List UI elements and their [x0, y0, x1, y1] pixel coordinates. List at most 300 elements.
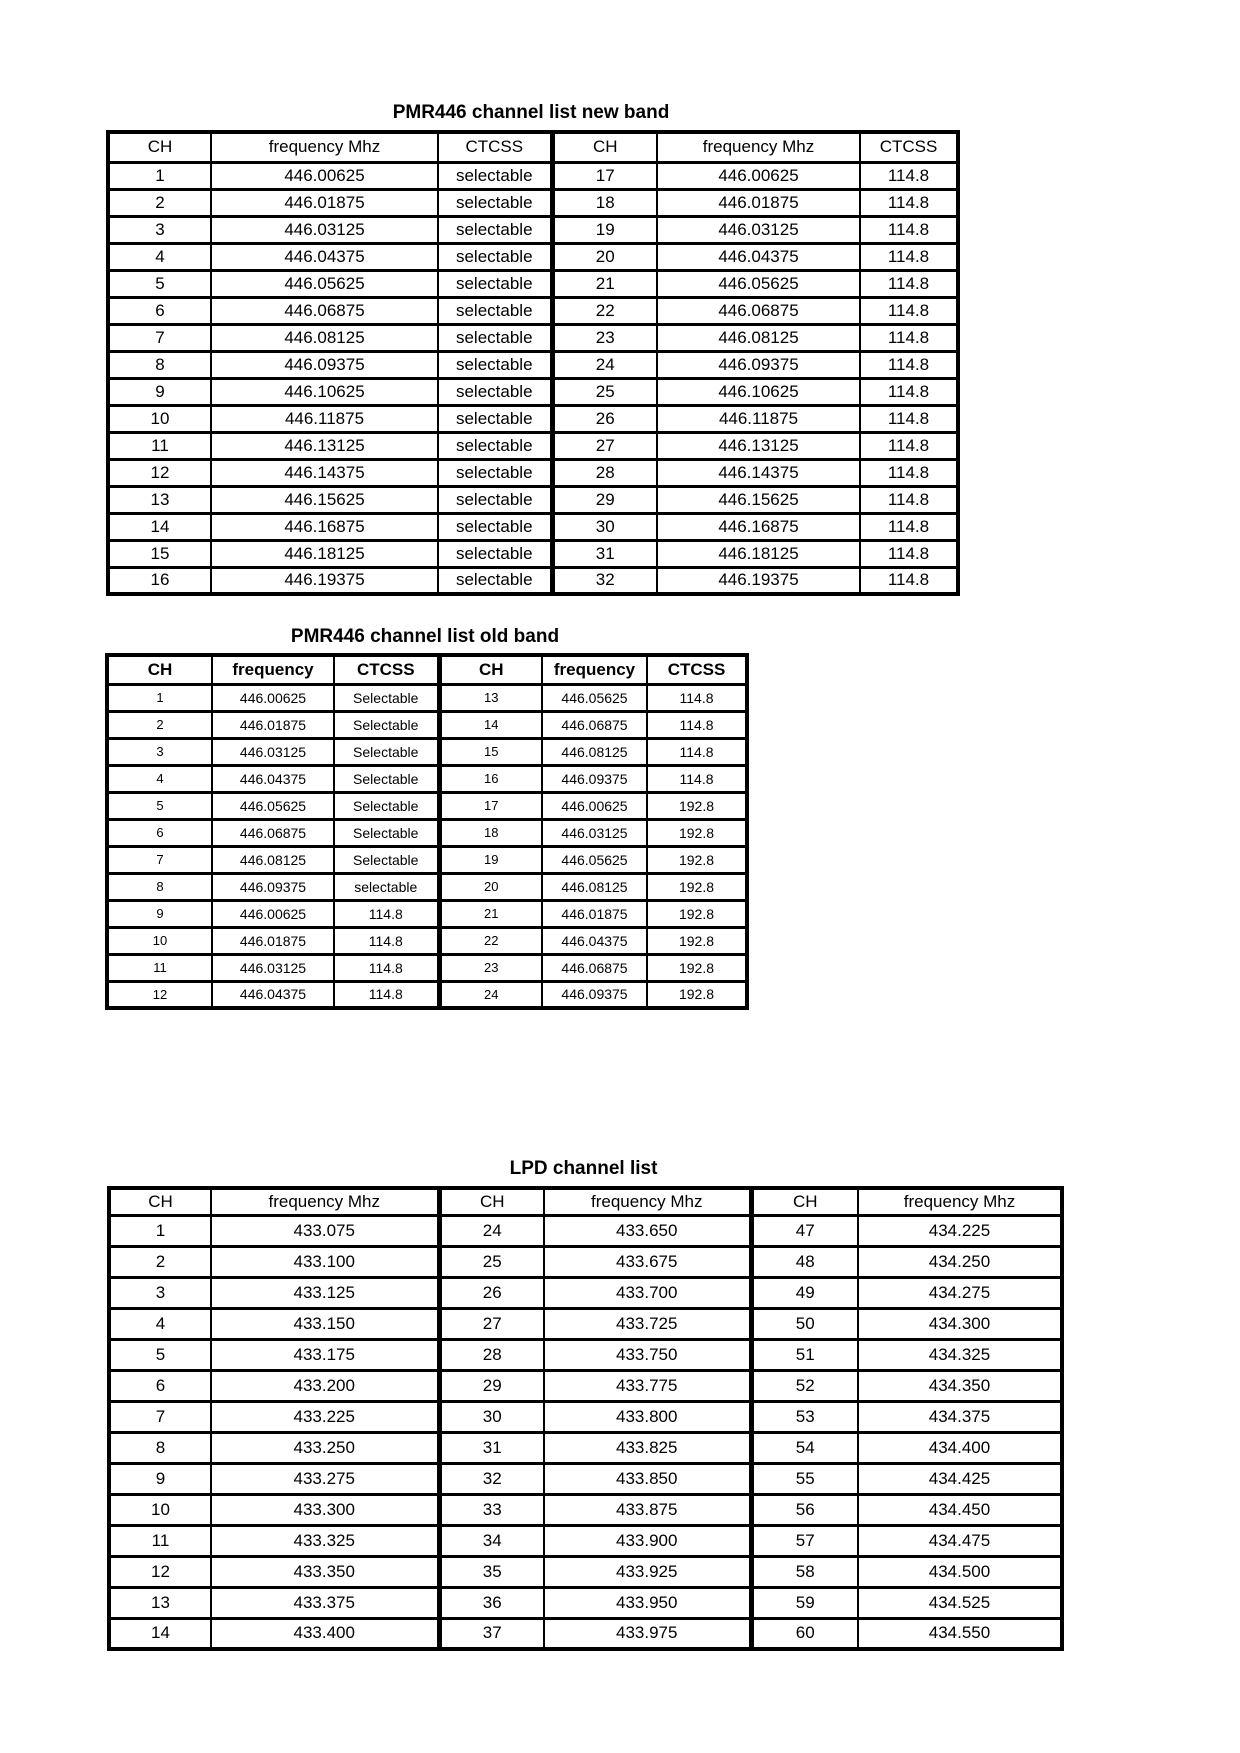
table-row — [108, 486, 958, 513]
table-cell: 446.05625 — [542, 684, 647, 711]
table-cell: 433.800 — [544, 1401, 751, 1432]
table-cell: 31 — [439, 1432, 544, 1463]
table-cell: 446.11875 — [211, 405, 438, 432]
table-cell: 48 — [751, 1246, 858, 1277]
table-cell: 7 — [108, 324, 211, 351]
table-cell: 26 — [439, 1277, 544, 1308]
table-cell: 24 — [552, 351, 657, 378]
table-cell: 114.8 — [860, 324, 958, 351]
table-cell: selectable — [438, 270, 552, 297]
table-row — [109, 1401, 1062, 1432]
table-cell: 18 — [552, 189, 657, 216]
table-cell: 433.725 — [544, 1308, 751, 1339]
table-cell: 192.8 — [647, 927, 747, 954]
table-cell: 192.8 — [647, 792, 747, 819]
table-cell: 23 — [439, 954, 542, 981]
table-cell: 24 — [439, 981, 542, 1008]
table-cell: 433.950 — [544, 1587, 751, 1618]
table-row — [109, 1246, 1062, 1277]
lpd-title: LPD channel list — [509, 1158, 658, 1179]
column-header: CTCSS — [334, 655, 439, 684]
table-cell: selectable — [438, 324, 552, 351]
table-cell: 114.8 — [860, 243, 958, 270]
table-row — [107, 792, 747, 819]
table-cell: selectable — [438, 540, 552, 567]
table-cell: 10 — [107, 927, 212, 954]
table-cell: selectable — [438, 513, 552, 540]
table-cell: 446.03125 — [211, 216, 438, 243]
column-header: CH — [107, 655, 212, 684]
table-cell: 12 — [107, 981, 212, 1008]
table-cell: 114.8 — [860, 189, 958, 216]
table-cell: 9 — [109, 1463, 211, 1494]
table-cell: 434.450 — [858, 1494, 1062, 1525]
table-cell: 446.06875 — [542, 711, 647, 738]
table-cell: 446.08125 — [657, 324, 860, 351]
table-cell: 29 — [552, 486, 657, 513]
table-cell: 14 — [439, 711, 542, 738]
table-cell: 446.04375 — [542, 927, 647, 954]
table-cell: 8 — [107, 873, 212, 900]
table-cell: 20 — [552, 243, 657, 270]
table-cell: 434.300 — [858, 1308, 1062, 1339]
table-cell: 2 — [109, 1246, 211, 1277]
table-row — [107, 927, 747, 954]
table-cell: 446.06875 — [212, 819, 334, 846]
table-cell: 434.500 — [858, 1556, 1062, 1587]
table-cell: 446.00625 — [212, 684, 334, 711]
table-cell: 446.16875 — [211, 513, 438, 540]
table-cell: selectable — [438, 297, 552, 324]
table-cell: 25 — [439, 1246, 544, 1277]
table-cell: 434.550 — [858, 1618, 1062, 1649]
table-cell: selectable — [438, 243, 552, 270]
table-cell: 37 — [439, 1618, 544, 1649]
table-cell: 114.8 — [860, 216, 958, 243]
table-cell: 446.18125 — [211, 540, 438, 567]
table-cell: 17 — [439, 792, 542, 819]
table-cell: 446.19375 — [657, 567, 860, 594]
table-cell: selectable — [438, 567, 552, 594]
table-cell: 433.875 — [544, 1494, 751, 1525]
table-cell: 433.650 — [544, 1215, 751, 1246]
table-cell: 14 — [108, 513, 211, 540]
table-cell: 13 — [108, 486, 211, 513]
table-cell: 114.8 — [334, 981, 439, 1008]
table-cell: selectable — [334, 873, 439, 900]
table-cell: selectable — [438, 405, 552, 432]
table-cell: 433.075 — [211, 1215, 439, 1246]
table-cell: 433.400 — [211, 1618, 439, 1649]
table-cell: 434.425 — [858, 1463, 1062, 1494]
table-cell: 12 — [108, 459, 211, 486]
column-header: CH — [751, 1188, 858, 1215]
table-row — [107, 981, 747, 1008]
table-cell: 446.08125 — [212, 846, 334, 873]
column-header: CH — [108, 132, 211, 162]
table-cell: 446.04375 — [657, 243, 860, 270]
pmr446-old-band-table — [105, 653, 749, 1010]
table-cell: 446.01875 — [211, 189, 438, 216]
table-cell: selectable — [438, 378, 552, 405]
table-cell: 433.100 — [211, 1246, 439, 1277]
pmr446-old-band-title: PMR446 channel list old band — [290, 626, 560, 647]
table-cell: 57 — [751, 1525, 858, 1556]
header-row — [107, 655, 747, 684]
table-cell: 192.8 — [647, 981, 747, 1008]
table-cell: 34 — [439, 1525, 544, 1556]
table-cell: 5 — [108, 270, 211, 297]
table-cell: 59 — [751, 1587, 858, 1618]
column-header: CH — [552, 132, 657, 162]
table-cell: 13 — [439, 684, 542, 711]
table-cell: 9 — [107, 900, 212, 927]
table-cell: 446.09375 — [542, 981, 647, 1008]
table-cell: 433.225 — [211, 1401, 439, 1432]
table-cell: 114.8 — [860, 270, 958, 297]
table-row — [108, 459, 958, 486]
table-cell: 433.250 — [211, 1432, 439, 1463]
table-cell: 47 — [751, 1215, 858, 1246]
table-cell: Selectable — [334, 792, 439, 819]
table-cell: 114.8 — [860, 351, 958, 378]
table-row — [107, 765, 747, 792]
table-cell: 434.225 — [858, 1215, 1062, 1246]
table-cell: 433.125 — [211, 1277, 439, 1308]
table-cell: 4 — [108, 243, 211, 270]
table-cell: 114.8 — [647, 765, 747, 792]
table-cell: 192.8 — [647, 954, 747, 981]
table-cell: 446.04375 — [211, 243, 438, 270]
table-cell: 192.8 — [647, 873, 747, 900]
column-header: CH — [109, 1188, 211, 1215]
table-cell: 4 — [109, 1308, 211, 1339]
table-cell: 55 — [751, 1463, 858, 1494]
table-cell: Selectable — [334, 765, 439, 792]
table-cell: selectable — [438, 162, 552, 189]
table-cell: 50 — [751, 1308, 858, 1339]
table-cell: 446.10625 — [211, 378, 438, 405]
table-cell: 446.08125 — [542, 873, 647, 900]
table-cell: 36 — [439, 1587, 544, 1618]
table-row — [107, 900, 747, 927]
table-cell: selectable — [438, 216, 552, 243]
column-header: CTCSS — [647, 655, 747, 684]
table-cell: 434.275 — [858, 1277, 1062, 1308]
table-cell: 446.15625 — [211, 486, 438, 513]
table-cell: 3 — [107, 738, 212, 765]
table-cell: 53 — [751, 1401, 858, 1432]
table-cell: 433.275 — [211, 1463, 439, 1494]
table-cell: 192.8 — [647, 846, 747, 873]
table-row — [108, 297, 958, 324]
table-cell: 25 — [552, 378, 657, 405]
table-cell: 446.13125 — [211, 432, 438, 459]
table-cell: 56 — [751, 1494, 858, 1525]
column-header: CTCSS — [860, 132, 958, 162]
table-cell: Selectable — [334, 684, 439, 711]
table-cell: 114.8 — [860, 432, 958, 459]
table-cell: 12 — [109, 1556, 211, 1587]
table-cell: 433.325 — [211, 1525, 439, 1556]
table-cell: 22 — [552, 297, 657, 324]
table-row — [108, 270, 958, 297]
table-cell: 114.8 — [860, 459, 958, 486]
table-row — [107, 873, 747, 900]
table-cell: 446.05625 — [212, 792, 334, 819]
table-cell: 15 — [108, 540, 211, 567]
table-cell: 433.825 — [544, 1432, 751, 1463]
table-cell: 446.09375 — [542, 765, 647, 792]
table-cell: 28 — [439, 1339, 544, 1370]
table-cell: 434.525 — [858, 1587, 1062, 1618]
table-cell: 114.8 — [860, 405, 958, 432]
table-cell: 446.04375 — [212, 765, 334, 792]
column-header: CTCSS — [438, 132, 552, 162]
table-cell: 17 — [552, 162, 657, 189]
table-cell: selectable — [438, 189, 552, 216]
table-cell: 11 — [108, 432, 211, 459]
table-cell: selectable — [438, 351, 552, 378]
table-cell: 21 — [552, 270, 657, 297]
table-cell: 446.05625 — [211, 270, 438, 297]
table-row — [107, 954, 747, 981]
table-cell: 2 — [108, 189, 211, 216]
table-cell: 446.09375 — [212, 873, 334, 900]
table-cell: 16 — [439, 765, 542, 792]
table-cell: 434.250 — [858, 1246, 1062, 1277]
table-cell: 18 — [439, 819, 542, 846]
table-cell: 1 — [109, 1215, 211, 1246]
table-cell: 446.01875 — [542, 900, 647, 927]
table-cell: 433.975 — [544, 1618, 751, 1649]
table-row — [109, 1277, 1062, 1308]
column-header: frequency Mhz — [858, 1188, 1062, 1215]
table-cell: 60 — [751, 1618, 858, 1649]
table-cell: 446.10625 — [657, 378, 860, 405]
table-cell: 32 — [439, 1463, 544, 1494]
table-cell: 16 — [108, 567, 211, 594]
table-cell: 28 — [552, 459, 657, 486]
table-cell: 11 — [109, 1525, 211, 1556]
table-cell: 114.8 — [334, 900, 439, 927]
table-cell: 23 — [552, 324, 657, 351]
table-cell: 434.475 — [858, 1525, 1062, 1556]
table-row — [108, 324, 958, 351]
table-cell: 6 — [107, 819, 212, 846]
table-row — [109, 1370, 1062, 1401]
table-row — [108, 513, 958, 540]
table-cell: 446.00625 — [211, 162, 438, 189]
table-cell: 3 — [109, 1277, 211, 1308]
table-cell: 446.01875 — [657, 189, 860, 216]
table-row — [107, 684, 747, 711]
table-cell: 446.03125 — [212, 738, 334, 765]
table-cell: 29 — [439, 1370, 544, 1401]
table-cell: 446.13125 — [657, 432, 860, 459]
table-cell: 10 — [109, 1494, 211, 1525]
header-row — [108, 132, 958, 162]
table-row — [109, 1463, 1062, 1494]
table-cell: 114.8 — [647, 738, 747, 765]
table-cell: 5 — [109, 1339, 211, 1370]
table-cell: 13 — [109, 1587, 211, 1618]
table-cell: 9 — [108, 378, 211, 405]
column-header: CH — [439, 1188, 544, 1215]
table-cell: 446.00625 — [657, 162, 860, 189]
table-cell: 114.8 — [860, 162, 958, 189]
table-row — [107, 738, 747, 765]
table-cell: 11 — [107, 954, 212, 981]
table-cell: 6 — [108, 297, 211, 324]
table-row — [109, 1432, 1062, 1463]
table-cell: 433.200 — [211, 1370, 439, 1401]
table-cell: 433.900 — [544, 1525, 751, 1556]
table-row — [108, 432, 958, 459]
table-cell: 31 — [552, 540, 657, 567]
table-cell: 446.03125 — [657, 216, 860, 243]
table-cell: 114.8 — [647, 711, 747, 738]
table-cell: 30 — [552, 513, 657, 540]
table-row — [108, 405, 958, 432]
table-cell: 27 — [439, 1308, 544, 1339]
table-cell: 7 — [109, 1401, 211, 1432]
table-row — [109, 1525, 1062, 1556]
table-cell: 27 — [552, 432, 657, 459]
table-cell: 114.8 — [860, 540, 958, 567]
table-cell: 446.14375 — [657, 459, 860, 486]
column-header: frequency — [212, 655, 334, 684]
table-cell: 446.15625 — [657, 486, 860, 513]
table-cell: 22 — [439, 927, 542, 954]
table-cell: Selectable — [334, 819, 439, 846]
table-cell: 446.06875 — [657, 297, 860, 324]
table-row — [108, 351, 958, 378]
table-cell: 446.00625 — [212, 900, 334, 927]
table-cell: 114.8 — [860, 567, 958, 594]
table-cell: 433.375 — [211, 1587, 439, 1618]
table-row — [108, 189, 958, 216]
table-cell: 192.8 — [647, 900, 747, 927]
table-cell: 114.8 — [860, 297, 958, 324]
table-cell: 49 — [751, 1277, 858, 1308]
table-row — [109, 1339, 1062, 1370]
pmr446-new-band-title: PMR446 channel list new band — [392, 102, 670, 123]
table-cell: 434.400 — [858, 1432, 1062, 1463]
column-header: frequency Mhz — [544, 1188, 751, 1215]
table-cell: 5 — [107, 792, 212, 819]
table-cell: 8 — [109, 1432, 211, 1463]
lpd-table — [107, 1186, 1064, 1651]
table-row — [109, 1618, 1062, 1649]
table-cell: 446.04375 — [212, 981, 334, 1008]
table-cell: 114.8 — [860, 486, 958, 513]
table-cell: 446.14375 — [211, 459, 438, 486]
table-row — [109, 1215, 1062, 1246]
table-row — [109, 1556, 1062, 1587]
table-cell: 51 — [751, 1339, 858, 1370]
table-row — [109, 1308, 1062, 1339]
table-cell: 114.8 — [334, 927, 439, 954]
table-row — [108, 378, 958, 405]
table-cell: 446.16875 — [657, 513, 860, 540]
table-cell: selectable — [438, 486, 552, 513]
table-cell: 26 — [552, 405, 657, 432]
table-cell: 433.700 — [544, 1277, 751, 1308]
table-cell: 1 — [108, 162, 211, 189]
table-cell: 434.350 — [858, 1370, 1062, 1401]
table-cell: 114.8 — [334, 954, 439, 981]
table-cell: 446.03125 — [542, 819, 647, 846]
table-cell: 446.06875 — [542, 954, 647, 981]
table-cell: 433.925 — [544, 1556, 751, 1587]
table-cell: 15 — [439, 738, 542, 765]
column-header: frequency — [542, 655, 647, 684]
table-cell: selectable — [438, 459, 552, 486]
table-cell: 14 — [109, 1618, 211, 1649]
table-cell: 433.850 — [544, 1463, 751, 1494]
table-cell: selectable — [438, 432, 552, 459]
table-cell: 434.325 — [858, 1339, 1062, 1370]
table-cell: 19 — [439, 846, 542, 873]
table-cell: 21 — [439, 900, 542, 927]
table-cell: 1 — [107, 684, 212, 711]
table-cell: 446.05625 — [657, 270, 860, 297]
table-cell: 52 — [751, 1370, 858, 1401]
table-cell: 4 — [107, 765, 212, 792]
table-cell: 433.775 — [544, 1370, 751, 1401]
table-cell: 433.750 — [544, 1339, 751, 1370]
table-cell: 20 — [439, 873, 542, 900]
table-row — [108, 567, 958, 594]
table-cell: 446.05625 — [542, 846, 647, 873]
table-cell: 35 — [439, 1556, 544, 1587]
column-header: frequency Mhz — [657, 132, 860, 162]
table-cell: Selectable — [334, 846, 439, 873]
table-cell: 192.8 — [647, 819, 747, 846]
table-row — [109, 1587, 1062, 1618]
table-cell: 19 — [552, 216, 657, 243]
table-cell: Selectable — [334, 711, 439, 738]
table-cell: 446.09375 — [657, 351, 860, 378]
table-cell: 433.675 — [544, 1246, 751, 1277]
table-row — [108, 162, 958, 189]
table-cell: 30 — [439, 1401, 544, 1432]
table-cell: 33 — [439, 1494, 544, 1525]
table-cell: 54 — [751, 1432, 858, 1463]
table-cell: 446.19375 — [211, 567, 438, 594]
table-row — [107, 819, 747, 846]
table-cell: 446.01875 — [212, 711, 334, 738]
table-cell: 446.11875 — [657, 405, 860, 432]
table-row — [107, 711, 747, 738]
table-row — [109, 1494, 1062, 1525]
table-cell: 446.08125 — [211, 324, 438, 351]
table-row — [108, 243, 958, 270]
table-cell: 3 — [108, 216, 211, 243]
table-cell: 10 — [108, 405, 211, 432]
column-header: frequency Mhz — [211, 132, 438, 162]
table-cell: 446.08125 — [542, 738, 647, 765]
table-cell: 434.375 — [858, 1401, 1062, 1432]
pmr446-new-band-table — [106, 130, 960, 596]
table-cell: 433.350 — [211, 1556, 439, 1587]
table-cell: 32 — [552, 567, 657, 594]
column-header: CH — [439, 655, 542, 684]
header-row — [109, 1188, 1062, 1215]
table-cell: 58 — [751, 1556, 858, 1587]
table-cell: 114.8 — [860, 378, 958, 405]
